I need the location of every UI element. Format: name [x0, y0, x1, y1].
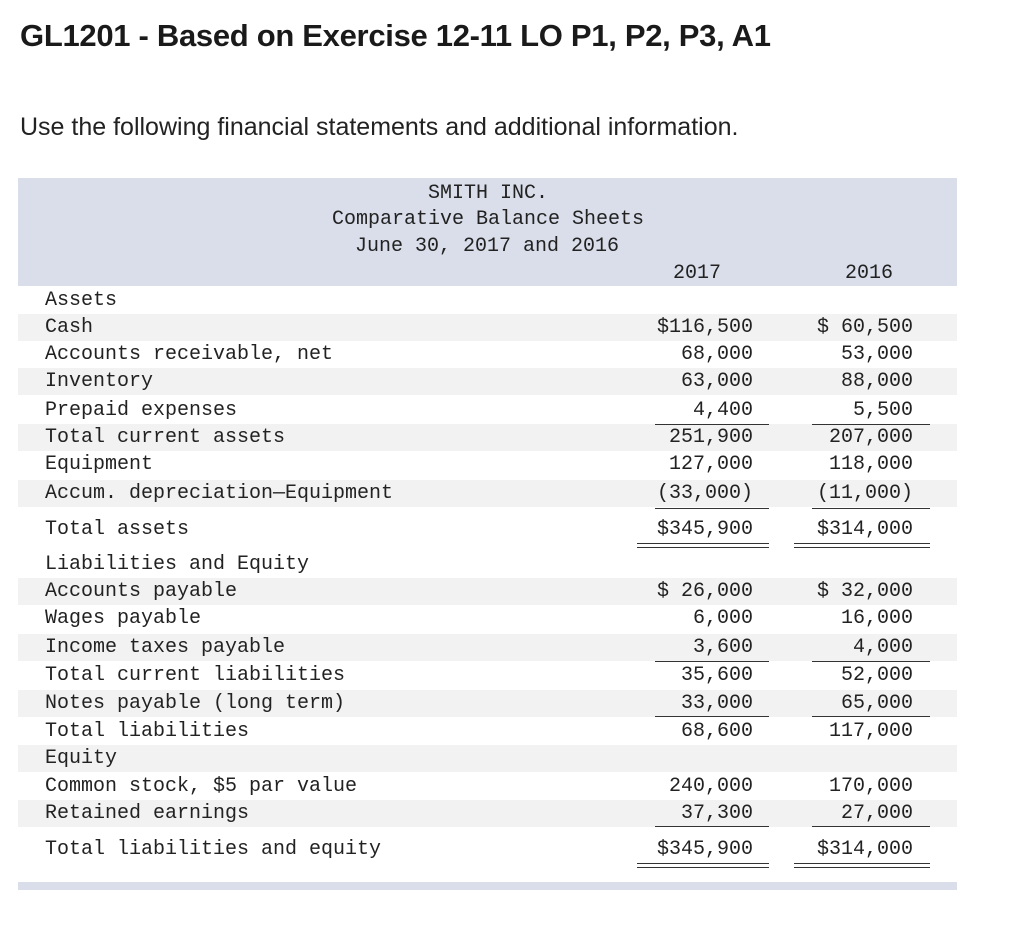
subtotal-underline: [812, 661, 930, 662]
value-2016: $ 60,500: [816, 316, 913, 339]
value-2016: 4,000: [852, 636, 913, 659]
row-label: Accounts payable: [45, 580, 238, 603]
table-row: [18, 551, 957, 578]
subtotal-underline: [655, 508, 769, 509]
row-label: Retained earnings: [45, 802, 250, 825]
row-label: Wages payable: [45, 607, 202, 630]
value-2017: 35,600: [680, 664, 753, 687]
row-label: Equity: [45, 747, 118, 770]
value-2017: $345,900: [656, 838, 753, 861]
table-row: [18, 773, 957, 800]
value-2016: 53,000: [840, 343, 913, 366]
subtotal-underline: [812, 826, 930, 827]
table-row: [18, 341, 957, 368]
table-row: [18, 480, 957, 507]
row-label: Total current liabilities: [45, 664, 346, 687]
table-row: [18, 424, 957, 451]
statement-header: [18, 178, 957, 286]
table-row: [18, 516, 957, 543]
table-row: [18, 800, 957, 827]
subtotal-underline: [655, 661, 769, 662]
row-label: Assets: [45, 289, 118, 312]
subtotal-underline: [655, 424, 769, 425]
value-2017: 68,000: [680, 343, 753, 366]
value-2016: (11,000): [816, 482, 913, 505]
table-row: [18, 745, 957, 772]
value-2017: 33,000: [680, 692, 753, 715]
subtotal-underline: [655, 716, 769, 717]
value-2017: 127,000: [668, 453, 753, 476]
subtotal-underline: [655, 826, 769, 827]
row-label: Cash: [45, 316, 94, 339]
column-header-2016: 2016: [844, 262, 893, 285]
value-2017: 63,000: [680, 370, 753, 393]
page-title: GL1201 - Based on Exercise 12-11 LO P1, P2, P3, A1: [20, 18, 771, 53]
total-double-underline: [794, 543, 930, 548]
table-row: [18, 451, 957, 478]
subtotal-underline: [812, 424, 930, 425]
value-2016: 117,000: [828, 720, 913, 743]
value-2016: 88,000: [840, 370, 913, 393]
row-label: Inventory: [45, 370, 154, 393]
row-label: Liabilities and Equity: [45, 553, 310, 576]
value-2016: 27,000: [840, 802, 913, 825]
value-2016: $ 32,000: [816, 580, 913, 603]
table-row: [18, 578, 957, 605]
row-label: Common stock, $5 par value: [45, 775, 358, 798]
intro-text: Use the following financial statements and additional information.: [20, 113, 739, 141]
value-2017: $345,900: [656, 518, 753, 541]
value-2017: 4,400: [692, 399, 753, 422]
subtotal-underline: [812, 716, 930, 717]
table-row: [18, 634, 957, 661]
row-label: Notes payable (long term): [45, 692, 346, 715]
value-2016: 5,500: [852, 399, 913, 422]
value-2017: 37,300: [680, 802, 753, 825]
value-2016: 170,000: [828, 775, 913, 798]
value-2016: 52,000: [840, 664, 913, 687]
value-2016: $314,000: [816, 838, 913, 861]
value-2017: 251,900: [668, 426, 753, 449]
value-2017: 6,000: [692, 607, 753, 630]
value-2016: 65,000: [840, 692, 913, 715]
balance-sheet-table: [18, 178, 957, 890]
statement-date: June 30, 2017 and 2016: [354, 235, 620, 258]
value-2017: 68,600: [680, 720, 753, 743]
table-row: [18, 397, 957, 424]
table-row: [18, 605, 957, 632]
total-double-underline: [637, 863, 769, 868]
row-label: Prepaid expenses: [45, 399, 238, 422]
value-2016: 118,000: [828, 453, 913, 476]
column-header-2017: 2017: [672, 262, 721, 285]
row-label: Income taxes payable: [45, 636, 286, 659]
value-2017: $116,500: [656, 316, 753, 339]
value-2017: $ 26,000: [656, 580, 753, 603]
row-label: Equipment: [45, 453, 154, 476]
table-row: [18, 287, 957, 314]
row-label: Total current assets: [45, 426, 286, 449]
value-2017: (33,000): [656, 482, 753, 505]
row-label: Total liabilities and equity: [45, 838, 382, 861]
row-label: Accum. depreciation—Equipment: [45, 482, 394, 505]
table-row: [18, 718, 957, 745]
row-label: Total liabilities: [45, 720, 250, 743]
value-2016: 16,000: [840, 607, 913, 630]
table-row: [18, 836, 957, 863]
value-2016: 207,000: [828, 426, 913, 449]
company-name: SMITH INC.: [427, 182, 549, 205]
row-label: Accounts receivable, net: [45, 343, 334, 366]
total-double-underline: [637, 543, 769, 548]
statement-name: Comparative Balance Sheets: [331, 208, 645, 231]
table-row: [18, 690, 957, 717]
row-label: Total assets: [45, 518, 190, 541]
table-row: [18, 662, 957, 689]
table-footer-bar: [18, 882, 957, 890]
subtotal-underline: [812, 508, 930, 509]
table-row: [18, 314, 957, 341]
value-2017: 3,600: [692, 636, 753, 659]
total-double-underline: [794, 863, 930, 868]
table-row: [18, 368, 957, 395]
value-2017: 240,000: [668, 775, 753, 798]
value-2016: $314,000: [816, 518, 913, 541]
